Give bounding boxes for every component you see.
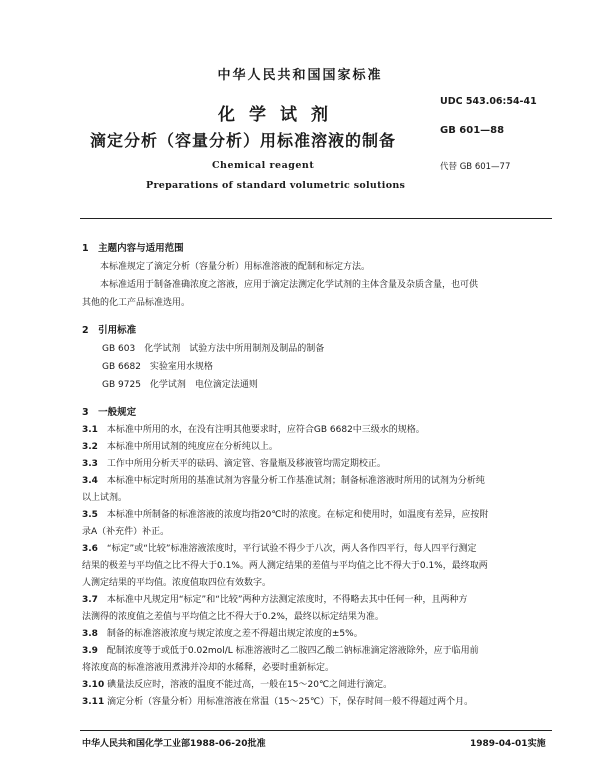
clause-continuation: 将浓度高的标准溶液用煮沸并冷却的水稀释，必要时重新标定。 (82, 663, 335, 673)
clause-text: 本标准中标定时所用的基准试剂为容量分析工作基准试剂；制备标准溶液时所用的试剂为分析纯 (106, 476, 485, 486)
section3-heading: 3 一般规定 (82, 407, 137, 418)
replaces-note: 代替 GB 601—77 (440, 162, 511, 172)
clause-text: 本标准中所用的水，在没有注明其他要求时，应符合GB 6682中三级水的规格。 (106, 425, 425, 435)
clause-item (82, 472, 485, 490)
clause-number: 3.11 (82, 697, 105, 707)
title-cn-line2: 滴定分析（容量分析）用标准溶液的制备 (90, 131, 397, 150)
clause-continuation: 法测得的浓度值之差值与平均值之比不得大于0.2%，最终以标定结果为准。 (82, 612, 384, 622)
section1-heading: 1 主题内容与适用范围 (82, 243, 184, 254)
clause-number: 3.4 (82, 476, 98, 486)
section1-paragraph: 其他的化工产品标准选用。 (82, 298, 191, 308)
clause-number: 3.1 (82, 425, 98, 435)
reference-item: GB 9725 化学试剂 电位滴定法通则 (102, 380, 258, 390)
clause-text: “标定”或“比较”标准溶液浓度时，平行试验不得少于八次，两人各作四平行，每人四平行测定 (106, 544, 477, 554)
clause-text: 本标准中所制备的标准溶液的浓度均指20℃时的浓度。在标定和使用时，如温度有差异，应按附 (106, 510, 489, 520)
title-en-line1: Chemical reagent (212, 160, 315, 171)
reference-item: GB 6682 实验室用水规格 (102, 362, 213, 372)
header-divider (80, 218, 552, 219)
clause-number: 3.10 (82, 680, 105, 690)
reference-item: GB 603 化学试剂 试验方法中所用制剂及制品的制备 (102, 344, 325, 354)
clause-number: 3.5 (82, 510, 98, 520)
clause-text: 配制浓度等于或低于0.02mol/L 标准溶液时乙二胺四乙酸二钠标准滴定溶液除外，应于临用前 (106, 646, 479, 656)
clause-continuation: 结果的极差与平均值之比不得大于0.1%。两人测定结果的差值与平均值之比不得大于0.1%，最终取两 (82, 561, 488, 571)
udc-code: UDC 543.06:54-41 (440, 96, 537, 107)
title-cn-line1: 化学试剂 (218, 105, 342, 125)
clause-item (82, 421, 425, 439)
section1-paragraph: 本标准规定了滴定分析（容量分析）用标准溶液的配制和标定方法。 (100, 262, 371, 272)
clause-item (82, 506, 488, 524)
clause-item (82, 625, 363, 643)
clause-item (82, 540, 477, 558)
clause-item (82, 676, 392, 694)
clause-item (82, 642, 479, 660)
clause-text: 本标准中所用试剂的纯度应在分析纯以上。 (106, 442, 278, 452)
clause-continuation: 以上试剂。 (82, 493, 128, 503)
section2-heading: 2 引用标准 (82, 325, 137, 336)
implementation-date: 1989-04-01实施 (470, 739, 546, 749)
clause-item (82, 693, 473, 711)
clause-text: 滴定分析（容量分析）用标准溶液在常温（15～25℃）下，保存时间一般不得超过两个月。 (107, 697, 474, 707)
clause-item (82, 591, 468, 609)
clause-number: 3.7 (82, 595, 98, 605)
clause-number: 3.8 (82, 629, 98, 639)
clause-continuation: 录A（补充件）补正。 (82, 527, 170, 537)
clause-text: 工作中所用分析天平的砝码、滴定管、容量瓶及移液管均需定期校正。 (106, 459, 386, 469)
clause-number: 3.3 (82, 459, 98, 469)
approval-date: 中华人民共和国化学工业部1988-06-20批准 (82, 739, 266, 749)
footer-divider (80, 730, 552, 731)
clause-number: 3.2 (82, 442, 98, 452)
title-en-line2: Preparations of standard volumetric solutions (146, 180, 406, 191)
clause-continuation: 人测定结果的平均值。浓度值取四位有效数字。 (82, 578, 272, 588)
gb-number: GB 601—88 (440, 125, 505, 136)
clause-number: 3.9 (82, 646, 98, 656)
clause-number: 3.6 (82, 544, 98, 554)
section1-paragraph: 本标准适用于制备准确浓度之溶液，应用于滴定法测定化学试剂的主体含量及杂质含量，也可供 (100, 280, 479, 290)
clause-text: 碘量法反应时，溶液的温度不能过高，一般在15～20℃之间进行滴定。 (107, 680, 393, 690)
clause-text: 制备的标准溶液浓度与规定浓度之差不得超出规定浓度的±5%。 (106, 629, 363, 639)
clause-item (82, 438, 278, 456)
standard-header-title: 中华人民共和国国家标准 (217, 68, 383, 83)
clause-item (82, 455, 386, 473)
clause-text: 本标准中凡规定用“标定”和“比较”两种方法测定浓度时，不得略去其中任何一种，且两种方 (106, 595, 468, 605)
